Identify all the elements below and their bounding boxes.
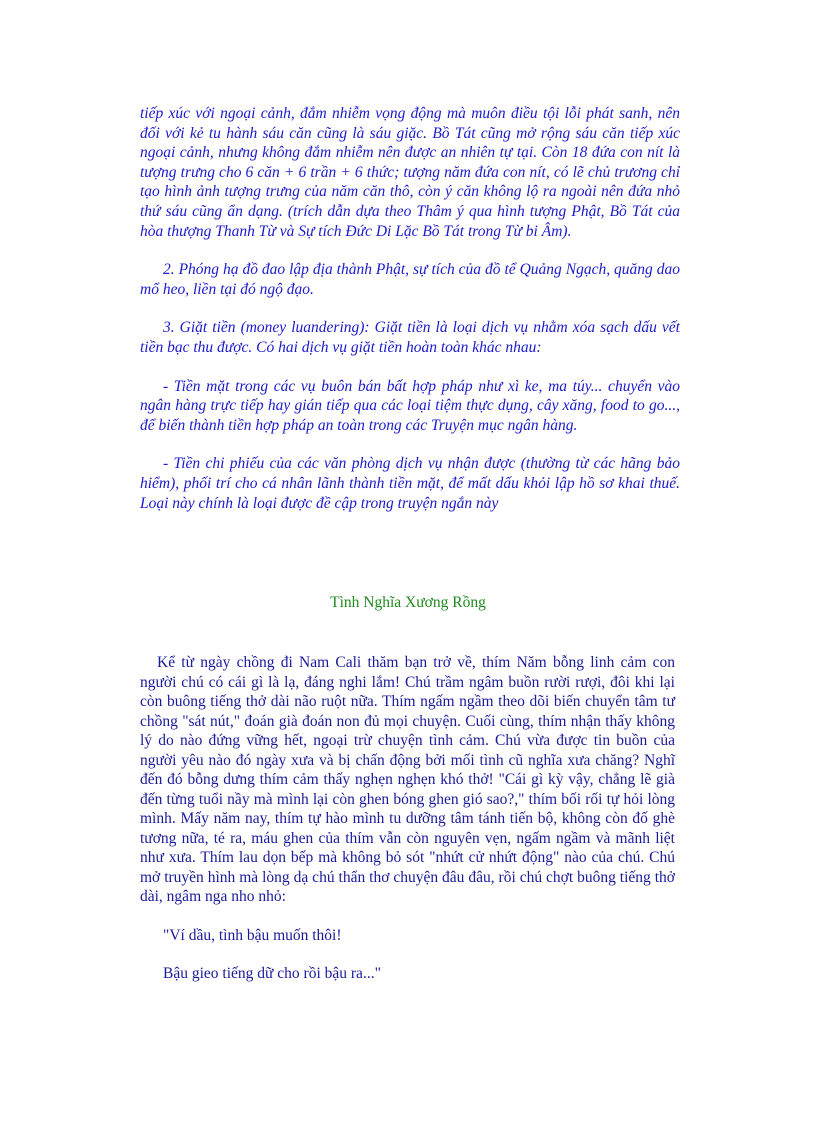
footnotes-section (140, 104, 680, 532)
verse-line-2: Bậu gieo tiếng dữ cho rồi bậu ra..." (163, 965, 381, 982)
note-paragraph-2: 2. Phóng hạ đồ đao lập địa thành Phật, sự tích của đồ tể Quảng Ngạch, quăng dao mổ heo, liền tại đó ngộ đạo. (140, 261, 680, 298)
note-paragraph-3: 3. Giặt tiền (money luandering): Giặt tiền là loại dịch vụ nhằm xóa sạch dấu vết tiền bạc thu được. Có hai dịch vụ giặt tiền hoàn toàn khác nhau: (140, 319, 680, 356)
story-title: Tình Nghĩa Xương Rồng (330, 594, 486, 611)
note-paragraph-4: - Tiền mặt trong các vụ buôn bán bất hợp pháp như xì ke, ma túy... chuyển vào ngân hàng trực tiếp hay gián tiếp qua các loại tiệm thực dụng, cây xăng, food to go..., để biến thành tiền hợp pháp an toàn trong các Truyện mục ngân hàng. (140, 377, 680, 434)
note-paragraph-1: tiếp xúc với ngoại cảnh, đắm nhiễm vọng động mà muôn điều tội lỗi phát sanh, nên đối với kẻ tu hành sáu căn cũng là sáu giặc. Bồ Tát cũng mở rộng sáu căn tiếp xúc ngoại cảnh, nhưng không đắm nhiễm nên được an nhiên tự tại. Còn 18 đứa con nít là tượng trưng cho 6 căn + 6 trần + 6 thức; tượng năm đứa con nít, có lẽ chủ trương chỉ tạo hình ảnh tượng trưng của năm căn thô, còn ý căn không lộ ra ngoài nên đứa nhỏ thứ sáu cũng ẩn dạng. (trích dẫn dựa theo Thâm ý qua hình tượng Phật, Bồ Tát của hòa thượng Thanh Từ và Sự tích Đức Di Lặc Bồ Tát trong Từ bi Âm). (140, 105, 680, 240)
story-paragraph: Kể từ ngày chồng đi Nam Cali thăm bạn trở về, thím Năm bỗng linh cảm con người chú có cái gì là lạ, đáng nghi lắm! Chú trầm ngâm buồn rười rượi, đôi khi lại còn buông tiếng thở dài não ruột nữa. Thím ngấm ngầm theo dõi biến chuyển tâm tư chồng "sát nút," đoán già đoán non đủ mọi chuyện. Cuối cùng, thím nhận thấy không lý do nào đứng vững hết, ngoại trừ chuyện tình cảm. Chú vừa được tin buồn của người yêu nào đó ngày xưa và bị chấn động bởi mối tình cũ nghĩa xưa chăng? Nghĩ đến đó bỗng dưng thím cảm thấy nghẹn nghẹn khó thở! "Cái gì kỳ vậy, chẳng lẽ già đến từng tuổi nầy mà mình lại còn ghen bóng ghen gió sao?," thím bối rối tự hỏi lòng mình. Mấy năm nay, thím tự hào mình tu dưỡng tâm tánh tiến bộ, không còn đố ghè tương nữa, té ra, máu ghen của thím vẫn còn nguyên vẹn, ngấm ngầm và mãnh liệt như xưa. Thím lau dọn bếp mà không bỏ sót "nhứt cử nhứt động" nào của chú. Chú mở truyền hình mà lòng dạ chú thẩn thơ chuyện đâu đâu, rồi chú chợt buông tiếng thở dài, ngâm nga nho nhỏ: (140, 654, 675, 905)
verse-line-1: "Ví dầu, tình bậu muốn thôi! (163, 926, 342, 944)
note-paragraph-5: - Tiền chi phiếu của các văn phòng dịch vụ nhận được (thường từ các hãng bảo hiểm), phối trí cho cá nhân lãnh thành tiền mặt, để mất dấu khỏi lập hồ sơ khai thuế. Loại này chính là loại được đề cập trong truyện ngắn này (140, 455, 680, 512)
story-body (140, 653, 675, 1003)
